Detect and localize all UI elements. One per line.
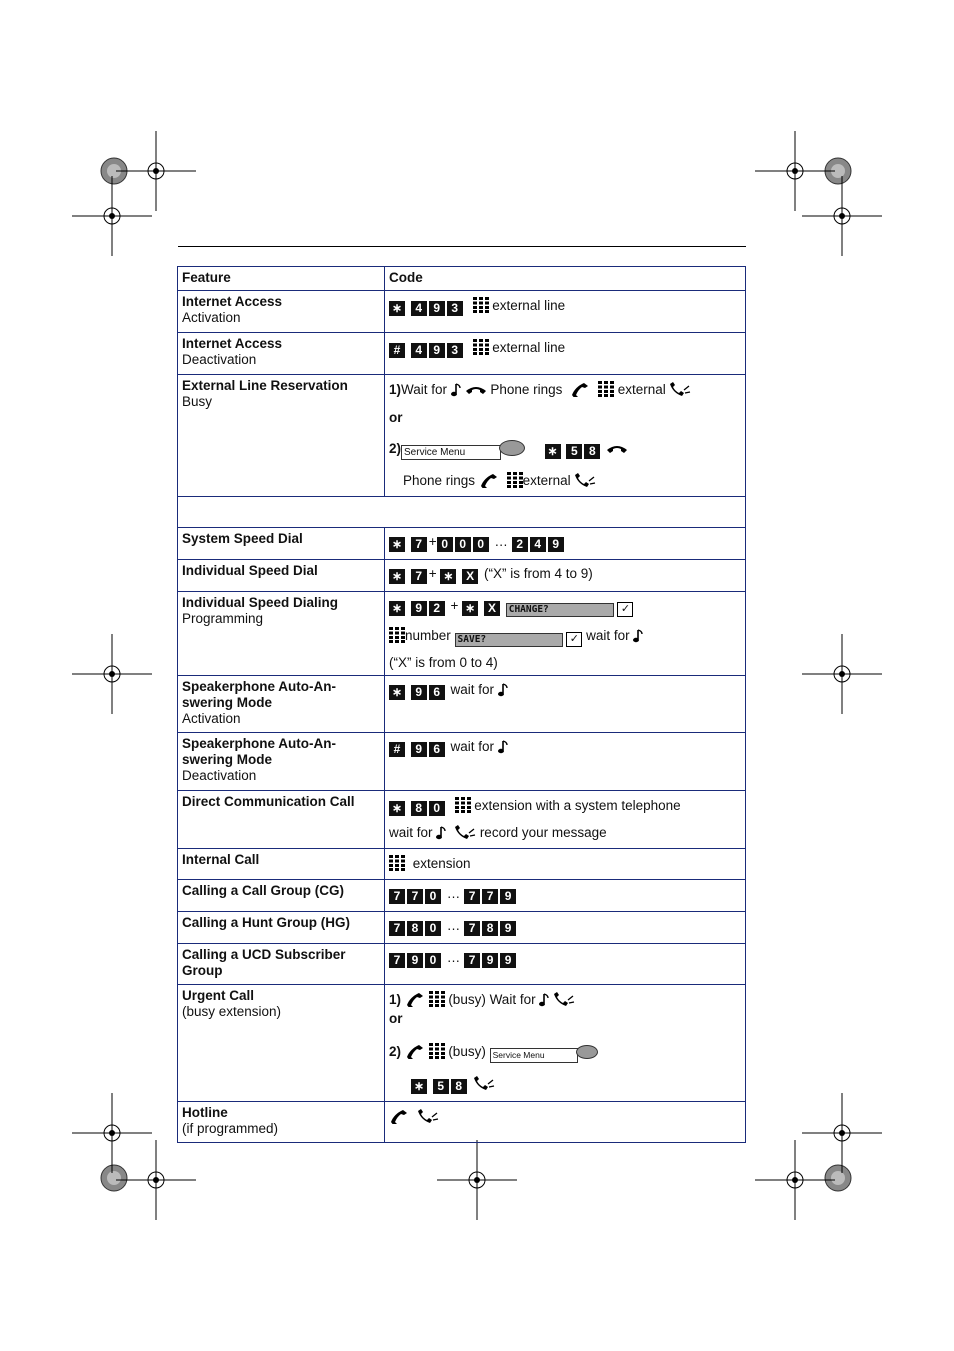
digit-key: 8 bbox=[411, 801, 427, 816]
feature-name: Calling a Call Group (CG) bbox=[178, 880, 385, 912]
feature-name: Speakerphone Auto-An-swering Mode bbox=[182, 736, 337, 767]
plus-text: + bbox=[428, 534, 437, 549]
keypad-icon bbox=[389, 627, 405, 643]
code-text: extension with a system telephone bbox=[474, 798, 681, 813]
digit-key: 4 bbox=[530, 537, 546, 552]
feature-name: Calling a Hunt Group (HG) bbox=[178, 912, 385, 944]
keypad-icon bbox=[473, 297, 489, 313]
hang-up-icon bbox=[465, 385, 487, 397]
or-label: or bbox=[389, 1011, 403, 1026]
feature-name: Speakerphone Auto-An-swering Mode bbox=[182, 679, 337, 710]
digit-key: 6 bbox=[429, 685, 445, 700]
keypad-icon bbox=[455, 797, 471, 813]
digit-key: 5 bbox=[433, 1079, 449, 1094]
code-text: Wait for bbox=[401, 382, 448, 397]
keypad-icon bbox=[473, 339, 489, 355]
feature-name: External Line Reservation bbox=[182, 378, 348, 393]
lift-handset-icon bbox=[405, 1043, 425, 1059]
digit-key: 4 bbox=[411, 343, 427, 358]
digit-key: 9 bbox=[411, 601, 427, 616]
digit-key: 2 bbox=[429, 601, 445, 616]
handset-ringing-icon bbox=[553, 991, 575, 1007]
feature-sub: Deactivation bbox=[182, 768, 257, 783]
digit-key: 6 bbox=[429, 742, 445, 757]
step-label: 2) bbox=[389, 1044, 402, 1059]
digit-key: 4 bbox=[411, 301, 427, 316]
tone-icon bbox=[633, 629, 643, 643]
handset-ringing-icon bbox=[669, 381, 691, 397]
digit-key: 7 bbox=[411, 569, 427, 584]
code-text: wait for bbox=[586, 628, 630, 643]
digit-key: 9 bbox=[500, 889, 516, 904]
tone-icon bbox=[498, 740, 508, 754]
digit-key: 3 bbox=[447, 301, 463, 316]
digit-key: 7 bbox=[464, 921, 480, 936]
feature-name: Internal Call bbox=[178, 849, 385, 880]
table-row bbox=[178, 944, 746, 985]
x-key: X bbox=[484, 601, 500, 616]
digit-key: 9 bbox=[548, 537, 564, 552]
handset-ringing-icon bbox=[473, 1075, 495, 1091]
feature-sub: Programming bbox=[182, 611, 264, 626]
table-row bbox=[178, 676, 746, 733]
digit-key: 5 bbox=[566, 444, 582, 459]
star-key: ∗ bbox=[411, 1079, 427, 1094]
keypad-icon bbox=[507, 472, 523, 488]
code-text: (busy) bbox=[448, 1044, 486, 1059]
digit-key: 9 bbox=[500, 953, 516, 968]
blank-row bbox=[178, 497, 746, 528]
confirm-check-icon: ✓ bbox=[617, 602, 633, 617]
feature-sub: Deactivation bbox=[182, 352, 257, 367]
star-key: ∗ bbox=[389, 801, 405, 816]
step-label: 1) bbox=[389, 992, 402, 1007]
feature-name: Direct Communication Call bbox=[178, 791, 385, 849]
code-text: (busy) Wait for bbox=[448, 992, 536, 1007]
table-row bbox=[178, 791, 746, 849]
table-row bbox=[178, 912, 746, 944]
code-text: wait for bbox=[450, 739, 495, 754]
feature-name: Individual Speed Dial bbox=[178, 560, 385, 592]
digit-key: 9 bbox=[411, 685, 427, 700]
digit-key: 0 bbox=[473, 537, 489, 552]
digit-key: 7 bbox=[407, 889, 423, 904]
feature-sub: (busy extension) bbox=[182, 1004, 282, 1019]
digit-key: 2 bbox=[512, 537, 528, 552]
keypad-icon bbox=[429, 991, 445, 1007]
star-key: ∗ bbox=[389, 537, 405, 552]
hash-key: # bbox=[389, 742, 405, 757]
feature-name: Individual Speed Dialing bbox=[182, 595, 339, 610]
digit-key: 8 bbox=[407, 921, 423, 936]
code-text: external line bbox=[492, 298, 566, 313]
digit-key: 9 bbox=[429, 343, 445, 358]
ellipsis-text: … bbox=[446, 918, 461, 933]
digit-key: 7 bbox=[464, 953, 480, 968]
x-key: X bbox=[462, 569, 478, 584]
digit-key: 7 bbox=[389, 921, 405, 936]
digit-key: 9 bbox=[407, 953, 423, 968]
digit-key: 3 bbox=[447, 343, 463, 358]
confirm-check-icon: ✓ bbox=[566, 632, 582, 647]
handset-ringing-icon bbox=[417, 1108, 439, 1124]
oval-button bbox=[499, 440, 525, 456]
service-menu-display: Service Menu bbox=[490, 1048, 578, 1063]
oval-button bbox=[576, 1045, 598, 1059]
step-label: 2) bbox=[389, 441, 402, 456]
digit-key: 0 bbox=[455, 537, 471, 552]
digit-key: 7 bbox=[389, 889, 405, 904]
digit-key: 0 bbox=[425, 921, 441, 936]
feature-sub: Busy bbox=[182, 394, 213, 409]
digit-key: 0 bbox=[425, 889, 441, 904]
digit-key: 7 bbox=[411, 537, 427, 552]
top-rule bbox=[178, 246, 746, 247]
feature-name: Internet Access bbox=[182, 336, 283, 351]
table-row bbox=[178, 291, 746, 333]
keypad-icon bbox=[598, 381, 614, 397]
keypad-icon bbox=[429, 1043, 445, 1059]
feature-name: Calling a UCD Subscriber Group bbox=[178, 944, 385, 985]
code-text: wait for bbox=[389, 825, 433, 840]
service-menu-display: Service Menu bbox=[401, 445, 501, 460]
handset-ringing-icon bbox=[574, 472, 596, 488]
ellipsis-text: … bbox=[494, 534, 508, 549]
code-text: wait for bbox=[450, 682, 495, 697]
code-text: Phone rings bbox=[490, 382, 563, 397]
table-row bbox=[178, 985, 746, 1102]
tone-icon bbox=[498, 683, 508, 697]
code-text: external line bbox=[492, 340, 566, 355]
feature-code-table bbox=[177, 266, 746, 1143]
lift-handset-icon bbox=[389, 1108, 409, 1124]
code-note: (“X” is from 4 to 9) bbox=[483, 566, 593, 581]
header-code: Code bbox=[385, 267, 746, 291]
star-key: ∗ bbox=[440, 569, 456, 584]
table-row bbox=[178, 333, 746, 375]
plus-text: + bbox=[450, 598, 459, 613]
feature-sub: (if programmed) bbox=[182, 1121, 279, 1136]
star-key: ∗ bbox=[389, 601, 405, 616]
star-key: ∗ bbox=[462, 601, 478, 616]
feature-sub: Activation bbox=[182, 310, 241, 325]
change-display: CHANGE? bbox=[506, 603, 614, 617]
code-text: extension bbox=[412, 856, 471, 871]
feature-name: Hotline bbox=[182, 1105, 228, 1120]
code-note: (“X” is from 0 to 4) bbox=[389, 655, 498, 670]
digit-key: 0 bbox=[437, 537, 453, 552]
feature-name: Internet Access bbox=[182, 294, 283, 309]
tone-icon bbox=[451, 383, 461, 397]
table-row bbox=[178, 375, 746, 497]
table-row bbox=[178, 592, 746, 676]
keypad-icon bbox=[389, 855, 405, 871]
digit-key: 0 bbox=[425, 953, 441, 968]
ellipsis-text: … bbox=[446, 886, 461, 901]
table-header-row bbox=[178, 267, 746, 291]
star-key: ∗ bbox=[389, 569, 405, 584]
hash-key: # bbox=[389, 343, 405, 358]
hang-up-icon bbox=[606, 444, 628, 456]
table-row bbox=[178, 528, 746, 560]
feature-sub: Activation bbox=[182, 711, 241, 726]
table-row bbox=[178, 560, 746, 592]
digit-key: 8 bbox=[482, 921, 498, 936]
digit-key: 9 bbox=[429, 301, 445, 316]
save-display: SAVE? bbox=[455, 633, 563, 647]
handset-ringing-icon bbox=[454, 824, 476, 840]
tone-icon bbox=[436, 826, 446, 840]
plus-text: + bbox=[428, 566, 437, 581]
digit-key: 9 bbox=[500, 921, 516, 936]
lift-handset-icon bbox=[479, 472, 499, 488]
digit-key: 9 bbox=[411, 742, 427, 757]
tone-icon bbox=[539, 993, 549, 1007]
digit-key: 9 bbox=[482, 953, 498, 968]
table-row bbox=[178, 849, 746, 880]
feature-name: Urgent Call bbox=[182, 988, 255, 1003]
digit-key: 8 bbox=[451, 1079, 467, 1094]
lift-handset-icon bbox=[405, 991, 425, 1007]
table-row bbox=[178, 880, 746, 912]
lift-handset-icon bbox=[570, 381, 590, 397]
step-label: 1) bbox=[389, 382, 402, 397]
code-text: Phone rings bbox=[403, 473, 476, 488]
ellipsis-text: … bbox=[446, 950, 461, 965]
code-text: external bbox=[617, 382, 666, 397]
table-row bbox=[178, 1102, 746, 1143]
code-text: number bbox=[405, 628, 451, 643]
digit-key: 7 bbox=[389, 953, 405, 968]
code-text: record your message bbox=[479, 825, 607, 840]
code-text: external bbox=[522, 473, 571, 488]
header-feature: Feature bbox=[178, 267, 385, 291]
or-label: or bbox=[389, 410, 403, 425]
star-key: ∗ bbox=[389, 685, 405, 700]
star-key: ∗ bbox=[389, 301, 405, 316]
digit-key: 0 bbox=[429, 801, 445, 816]
feature-name: System Speed Dial bbox=[178, 528, 385, 560]
digit-key: 8 bbox=[584, 444, 600, 459]
digit-key: 7 bbox=[482, 889, 498, 904]
star-key: ∗ bbox=[545, 444, 561, 459]
table-row bbox=[178, 733, 746, 791]
digit-key: 7 bbox=[464, 889, 480, 904]
